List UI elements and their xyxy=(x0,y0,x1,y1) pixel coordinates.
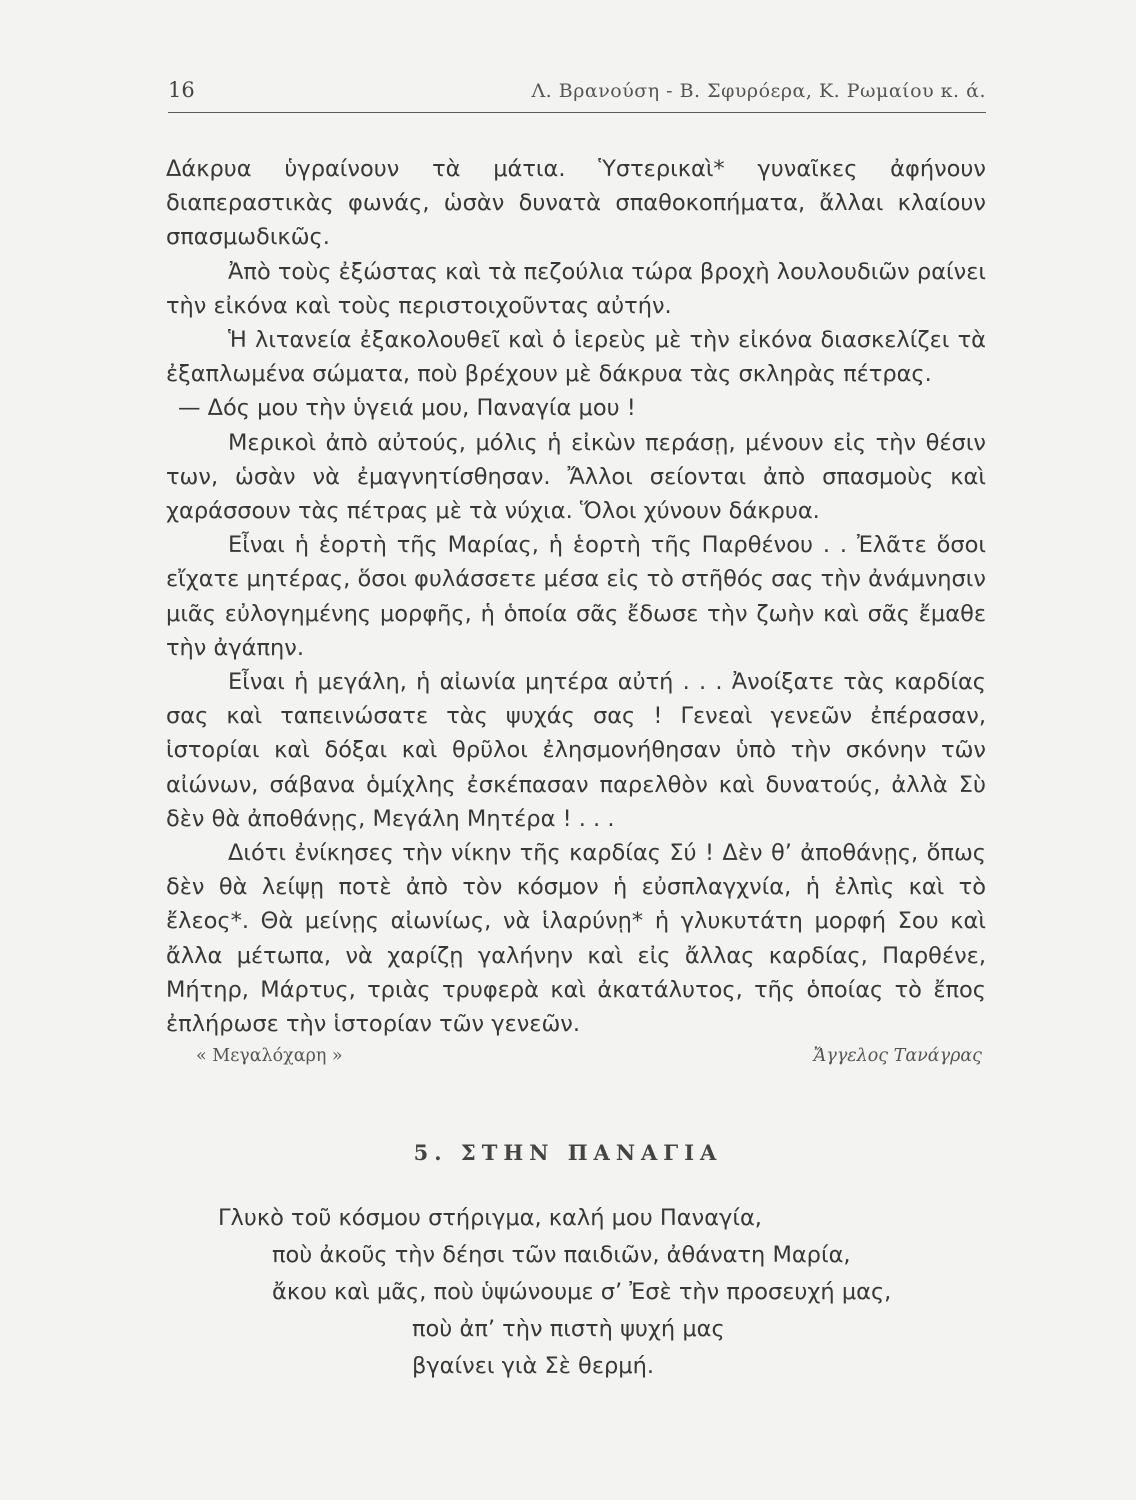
poem-line: Γλυκὸ τοῦ κόσμου στήριγμα, καλή μου Παναγία, xyxy=(218,1205,762,1231)
page-header xyxy=(168,78,986,113)
paragraph: Εἶναι ἡ ἑορτὴ τῆς Μαρίας, ἡ ἑορτὴ τῆς Παρθένου . . Ἐλᾶτε ὅσοι εἴχατε μητέρας, ὅσοι φυλάσσετε μέσα εἰς τὸ στῆθός σας τὴν ἀνάμνησιν μιᾶς εὐλογημένης μορφῆς, ἡ ὁποία σᾶς ἔδωσε τὴν ζωὴν καὶ σᾶς ἔμαθε τὴν ἀγάπην. xyxy=(166,532,986,661)
credit-source: « Μεγαλόχαρη » xyxy=(196,1046,343,1066)
paragraph: Ἡ λιτανεία ἐξακολουθεῖ καὶ ὁ ἱερεὺς μὲ τὴν εἰκόνα διασκελίζει τὰ ἐξαπλωμένα σώματα, ποὺ βρέχουν μὲ δάκρυα τὰς σκληρὰς πέτρας. xyxy=(166,327,986,388)
paragraph: — Δός μου τὴν ὑγειά μου, Παναγία μου ! xyxy=(178,395,636,422)
paragraph: Ἀπὸ τοὺς ἐξώστας καὶ τὰ πεζούλια τώρα βροχὴ λουλουδιῶν ραίνει τὴν εἰκόνα καὶ τοὺς περιστοιχοῦντας αὐτήν. xyxy=(166,258,986,319)
credits xyxy=(196,1046,982,1078)
section-title: 5. ΣΤΗΝ ΠΑΝΑΓΙΑ xyxy=(413,1140,723,1165)
poem-line: ποὺ ἀπ’ τὴν πιστὴ ψυχή μας xyxy=(412,1316,725,1342)
page-number: 16 xyxy=(168,78,195,102)
paragraph: Μερικοὶ ἀπὸ αὐτούς, μόλις ἡ εἰκὼν περάσῃ, μένουν εἰς τὴν θέσιν των, ὡσὰν νὰ ἐμαγνητίσθησαν. Ἄλλοι σείονται ἀπὸ σπασμοὺς καὶ χαράσσουν τὰς πέτρας μὲ τὰ νύχια. Ὅλοι χύνουν δάκρυα. xyxy=(166,429,986,525)
paragraph: Εἶναι ἡ μεγάλη, ἡ αἰωνία μητέρα αὐτή . . . Ἀνοίξατε τὰς καρδίας σας καὶ ταπεινώσατε τὰς ψυχάς σας ! Γενεαὶ γενεῶν ἐπέρασαν, ἱστορίαι καὶ δόξαι καὶ θρῦλοι ἐλησμονήθησαν ὑπὸ τὴν σκόνην τῶν αἰώνων, σάβανα ὁμίχλης ἐσκέπασαν παρελθὸν καὶ δυνατούς, ἀλλὰ Σὺ δὲν θὰ ἀποθάνῃς, Μεγάλη Μητέρα ! . . . xyxy=(166,669,986,832)
body-text xyxy=(166,152,986,1041)
paragraph: Διότι ἐνίκησες τὴν νίκην τῆς καρδίας Σύ ! Δὲν θ’ ἀποθάνῃς, ὅπως δὲν θὰ λείψῃ ποτὲ ἀπὸ τὸν κόσμον ἡ εὐσπλαγχνία, ἡ ἐλπὶς καὶ τὸ ἔλεος*. Θὰ μείνῃς αἰωνίως, νὰ ἱλαρύνῃ* ἡ γλυκυτάτη μορφή Σου καὶ ἄλλα μέτωπα, νὰ χαρίζῃ γαλήνην καὶ εἰς ἄλλας καρδίας, Παρθένε, Μήτηρ, Μάρτυς, τριὰς τρυφερὰ καὶ ἀκατάλυτος, τῆς ὁποίας τὸ ἔπος ἐπλήρωσε τὴν ἱστορίαν τῶν γενεῶν. xyxy=(166,840,986,1038)
credit-author: Ἄγγελος Τανάγρας xyxy=(813,1046,982,1066)
poem-line: ποὺ ἀκοῦς τὴν δέησι τῶν παιδιῶν, ἀθάνατη Μαρία, xyxy=(272,1242,851,1268)
running-head: Λ. Βρανούση - Β. Σφυρόερα, Κ. Ρωμαίου κ. ά. xyxy=(531,80,986,102)
paragraph: Δάκρυα ὑγραίνουν τὰ μάτια. Ὑστερικαὶ* γυναῖκες ἀφήνουν διαπεραστικὰς φωνάς, ὡσὰν δυνατὰ σπαθοκοπήματα, ἄλλαι κλαίουν σπασμωδικῶς. xyxy=(166,156,986,251)
poem-line: βγαίνει γιὰ Σὲ θερμή. xyxy=(412,1353,654,1379)
poem-line: ἄκου καὶ μᾶς, ποὺ ὑψώνουμε σ’ Ἐσὲ τὴν προσευχή μας, xyxy=(272,1279,892,1305)
poem xyxy=(0,1200,1136,1385)
